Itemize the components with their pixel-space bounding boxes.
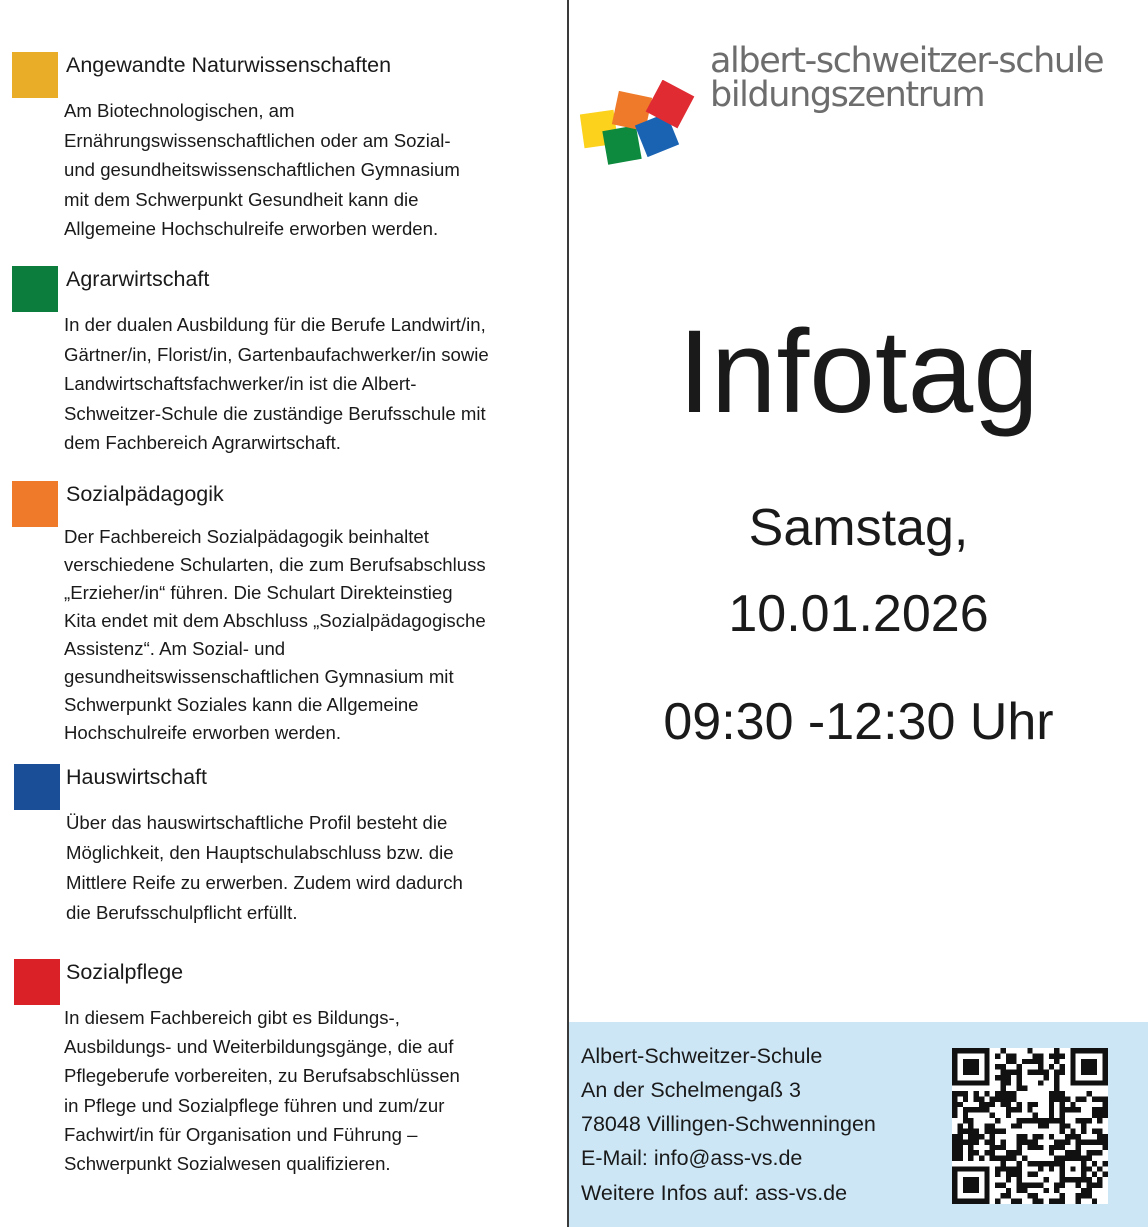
- contact-box: [569, 1022, 1148, 1227]
- event-date: 10.01.2026: [728, 585, 989, 643]
- contact-street: An der Schelmengaß 3: [581, 1078, 801, 1102]
- qr-code-icon[interactable]: [952, 1048, 1108, 1204]
- section-title: Sozialpflege: [66, 960, 184, 984]
- section-body: Am Biotechnologischen, am Ernährungswissenschaftlichen oder am Sozial- und gesundheitswissenschaftlichen Gymnasium mit dem Schwerpunkt Gesundheit kann die Allgemeine Hochschulreife erworben werden.: [64, 100, 460, 239]
- section-body: Der Fachbereich Sozialpädagogik beinhaltet verschiedene Schularten, die zum Berufsabschluss „Erzieher/in“ führen. Die Schulart Direkteinstieg Kita endet mit dem Abschluss „Sozialpädagogische Assistenz“. Am Sozial- und gesundheitswissenschaftlichen Gymnasium mit Schwerpunkt Soziales kann die Allgemeine Hochschulreife erworben werden.: [64, 526, 486, 743]
- section-title: Sozialpädagogik: [66, 482, 224, 506]
- logo-line-1: albert-schweitzer-schule: [710, 41, 1104, 81]
- contact-website[interactable]: Weitere Infos auf: ass-vs.de: [581, 1181, 848, 1205]
- school-logo-icon: [580, 80, 700, 172]
- orange-square-icon: [12, 481, 58, 527]
- school-logo-text: [710, 41, 1104, 115]
- section-body: In diesem Fachbereich gibt es Bildungs-, Ausbildungs- und Weiterbildungsgänge, die auf Pflegeberufe vorbereiten, zu Berufsabschlüssen in Pflege und Sozialpflege führen und zum/zur Fachwirt/in für Organisation und Führung – Schwerpunkt Sozialwesen qualifizieren.: [64, 1007, 460, 1175]
- section-body: In der dualen Ausbildung für die Berufe Landwirt/in, Gärtner/in, Florist/in, Gartenbaufachwerker/in sowie Landwirtschaftsfachwerker/in ist die Albert- Schweitzer-Schule die zuständige Berufsschule mit dem Fachbereich Agrarwirtschaft.: [64, 314, 489, 453]
- logo-line-2: bildungszentrum: [710, 75, 985, 115]
- event-title: Infotag: [678, 306, 1039, 438]
- event-time: 09:30 -12:30 Uhr: [663, 693, 1054, 751]
- red-square-icon: [14, 959, 60, 1005]
- section-title: Hauswirtschaft: [66, 765, 207, 789]
- yellow-square-icon: [12, 52, 58, 98]
- section-title: Angewandte Naturwissenschaften: [66, 53, 392, 77]
- event-day: Samstag,: [748, 499, 969, 557]
- contact-name: Albert-Schweitzer-Schule: [581, 1044, 823, 1068]
- contact-city: 78048 Villingen-Schwenningen: [581, 1112, 876, 1136]
- contact-email[interactable]: E-Mail: info@ass-vs.de: [581, 1146, 803, 1170]
- green-square-icon: [12, 266, 58, 312]
- blue-square-icon: [14, 764, 60, 810]
- section-title: Agrarwirtschaft: [66, 267, 210, 291]
- section-body: Über das hauswirtschaftliche Profil besteht die Möglichkeit, den Hauptschulabschluss bzw. die Mittlere Reife zu erwerben. Zudem wird dadurch die Berufsschulpflicht erfüllt.: [66, 812, 463, 923]
